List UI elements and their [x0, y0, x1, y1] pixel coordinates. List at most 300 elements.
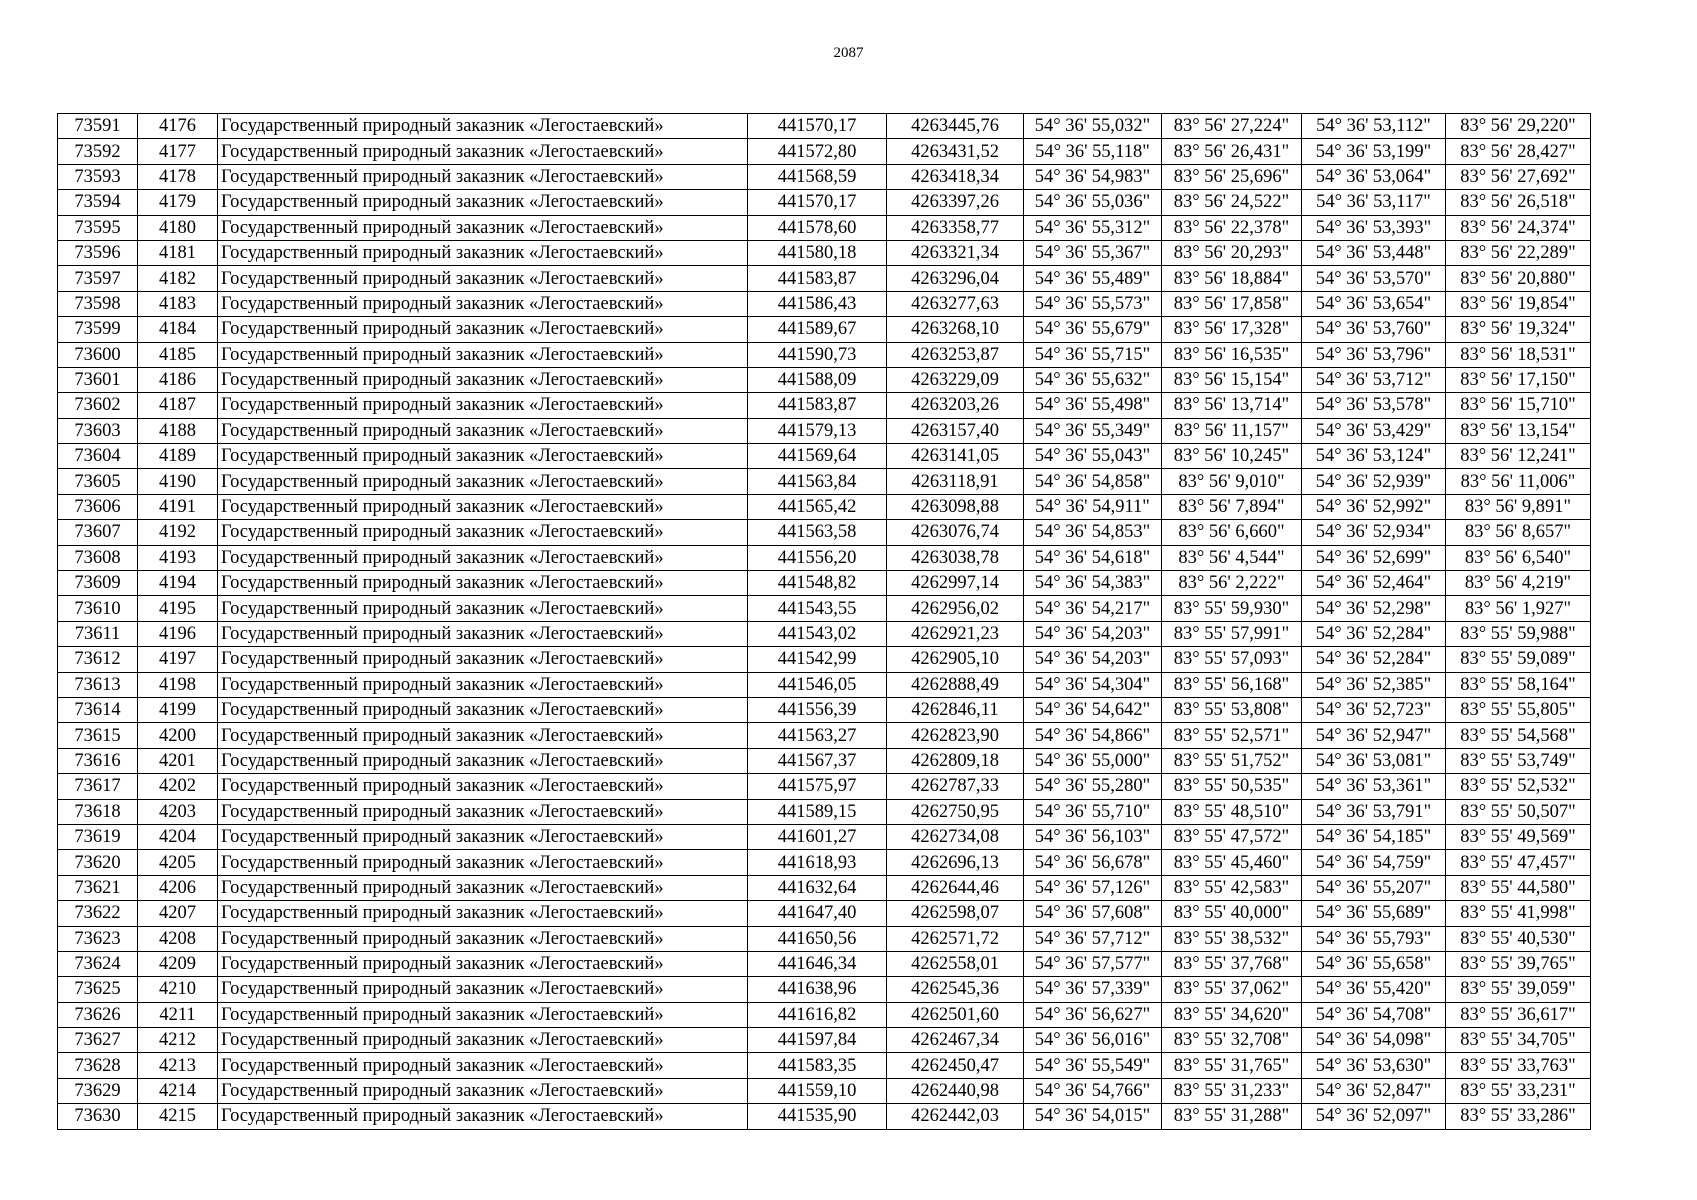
row-number-cell: 73596 — [58, 240, 138, 265]
point-number-cell: 4186 — [138, 367, 218, 392]
latitude-cell: 54° 36' 57,577" — [1024, 951, 1162, 976]
longitude-cell: 83° 56' 18,884" — [1162, 266, 1302, 291]
table-row — [58, 697, 1591, 722]
y-coordinate-cell: 4263397,26 — [887, 190, 1024, 215]
y-coordinate-cell: 4263076,74 — [887, 520, 1024, 545]
table-row — [58, 1078, 1591, 1103]
table-row — [58, 342, 1591, 367]
longitude-alt-cell: 83° 55' 44,580" — [1446, 875, 1591, 900]
longitude-cell: 83° 56' 26,431" — [1162, 139, 1302, 164]
longitude-alt-cell: 83° 56' 24,374" — [1446, 215, 1591, 240]
table-row — [58, 215, 1591, 240]
y-coordinate-cell: 4262905,10 — [887, 647, 1024, 672]
longitude-alt-cell: 83° 55' 33,763" — [1446, 1053, 1591, 1078]
latitude-alt-cell: 54° 36' 52,385" — [1302, 672, 1446, 697]
latitude-cell: 54° 36' 56,016" — [1024, 1028, 1162, 1053]
x-coordinate-cell: 441563,27 — [748, 723, 887, 748]
latitude-cell: 54° 36' 54,858" — [1024, 469, 1162, 494]
table-row — [58, 266, 1591, 291]
y-coordinate-cell: 4262467,34 — [887, 1028, 1024, 1053]
latitude-cell: 54° 36' 54,304" — [1024, 672, 1162, 697]
y-coordinate-cell: 4263141,05 — [887, 444, 1024, 469]
point-number-cell: 4207 — [138, 901, 218, 926]
longitude-alt-cell: 83° 55' 34,705" — [1446, 1028, 1591, 1053]
table-row — [58, 571, 1591, 596]
latitude-alt-cell: 54° 36' 53,654" — [1302, 291, 1446, 316]
longitude-cell: 83° 56' 24,522" — [1162, 190, 1302, 215]
latitude-alt-cell: 54° 36' 52,284" — [1302, 647, 1446, 672]
row-number-cell: 73605 — [58, 469, 138, 494]
longitude-alt-cell: 83° 55' 36,617" — [1446, 1002, 1591, 1027]
longitude-alt-cell: 83° 56' 22,289" — [1446, 240, 1591, 265]
point-number-cell: 4212 — [138, 1028, 218, 1053]
latitude-cell: 54° 36' 54,983" — [1024, 164, 1162, 189]
x-coordinate-cell: 441548,82 — [748, 571, 887, 596]
x-coordinate-cell: 441542,99 — [748, 647, 887, 672]
longitude-cell: 83° 56' 7,894" — [1162, 494, 1302, 519]
x-coordinate-cell: 441578,60 — [748, 215, 887, 240]
row-number-cell: 73617 — [58, 774, 138, 799]
name-cell: Государственный природный заказник «Легостаевский» — [218, 1104, 748, 1129]
y-coordinate-cell: 4263277,63 — [887, 291, 1024, 316]
row-number-cell: 73595 — [58, 215, 138, 240]
x-coordinate-cell: 441638,96 — [748, 977, 887, 1002]
row-number-cell: 73612 — [58, 647, 138, 672]
x-coordinate-cell: 441565,42 — [748, 494, 887, 519]
table-row — [58, 926, 1591, 951]
name-cell: Государственный природный заказник «Легостаевский» — [218, 1078, 748, 1103]
table-row — [58, 621, 1591, 646]
name-cell: Государственный природный заказник «Легостаевский» — [218, 697, 748, 722]
longitude-alt-cell: 83° 55' 54,568" — [1446, 723, 1591, 748]
longitude-alt-cell: 83° 56' 28,427" — [1446, 139, 1591, 164]
point-number-cell: 4191 — [138, 494, 218, 519]
y-coordinate-cell: 4262921,23 — [887, 621, 1024, 646]
latitude-cell: 54° 36' 54,383" — [1024, 571, 1162, 596]
point-number-cell: 4203 — [138, 799, 218, 824]
latitude-cell: 54° 36' 56,627" — [1024, 1002, 1162, 1027]
name-cell: Государственный природный заказник «Легостаевский» — [218, 342, 748, 367]
longitude-alt-cell: 83° 56' 17,150" — [1446, 367, 1591, 392]
point-number-cell: 4206 — [138, 875, 218, 900]
y-coordinate-cell: 4263203,26 — [887, 393, 1024, 418]
latitude-cell: 54° 36' 55,679" — [1024, 317, 1162, 342]
x-coordinate-cell: 441572,80 — [748, 139, 887, 164]
x-coordinate-cell: 441579,13 — [748, 418, 887, 443]
latitude-alt-cell: 54° 36' 52,464" — [1302, 571, 1446, 596]
latitude-alt-cell: 54° 36' 53,081" — [1302, 748, 1446, 773]
row-number-cell: 73619 — [58, 824, 138, 849]
longitude-cell: 83° 55' 48,510" — [1162, 799, 1302, 824]
longitude-alt-cell: 83° 56' 9,891" — [1446, 494, 1591, 519]
longitude-cell: 83° 56' 13,714" — [1162, 393, 1302, 418]
y-coordinate-cell: 4262696,13 — [887, 850, 1024, 875]
table-row — [58, 393, 1591, 418]
longitude-cell: 83° 55' 56,168" — [1162, 672, 1302, 697]
longitude-alt-cell: 83° 56' 19,854" — [1446, 291, 1591, 316]
latitude-alt-cell: 54° 36' 52,097" — [1302, 1104, 1446, 1129]
table-row — [58, 1002, 1591, 1027]
longitude-alt-cell: 83° 56' 13,154" — [1446, 418, 1591, 443]
name-cell: Государственный природный заказник «Легостаевский» — [218, 393, 748, 418]
longitude-alt-cell: 83° 56' 12,241" — [1446, 444, 1591, 469]
latitude-cell: 54° 36' 57,608" — [1024, 901, 1162, 926]
table-row — [58, 1028, 1591, 1053]
y-coordinate-cell: 4263445,76 — [887, 114, 1024, 139]
name-cell: Государственный природный заказник «Легостаевский» — [218, 596, 748, 621]
longitude-alt-cell: 83° 56' 8,657" — [1446, 520, 1591, 545]
row-number-cell: 73618 — [58, 799, 138, 824]
latitude-alt-cell: 54° 36' 52,699" — [1302, 545, 1446, 570]
latitude-alt-cell: 54° 36' 52,992" — [1302, 494, 1446, 519]
point-number-cell: 4187 — [138, 393, 218, 418]
latitude-cell: 54° 36' 55,036" — [1024, 190, 1162, 215]
x-coordinate-cell: 441650,56 — [748, 926, 887, 951]
y-coordinate-cell: 4262558,01 — [887, 951, 1024, 976]
row-number-cell: 73603 — [58, 418, 138, 443]
longitude-alt-cell: 83° 55' 39,059" — [1446, 977, 1591, 1002]
row-number-cell: 73601 — [58, 367, 138, 392]
latitude-alt-cell: 54° 36' 53,448" — [1302, 240, 1446, 265]
latitude-cell: 54° 36' 55,489" — [1024, 266, 1162, 291]
row-number-cell: 73611 — [58, 621, 138, 646]
row-number-cell: 73622 — [58, 901, 138, 926]
latitude-cell: 54° 36' 54,015" — [1024, 1104, 1162, 1129]
latitude-alt-cell: 54° 36' 53,117" — [1302, 190, 1446, 215]
latitude-alt-cell: 54° 36' 52,847" — [1302, 1078, 1446, 1103]
y-coordinate-cell: 4263038,78 — [887, 545, 1024, 570]
x-coordinate-cell: 441563,84 — [748, 469, 887, 494]
latitude-alt-cell: 54° 36' 53,393" — [1302, 215, 1446, 240]
x-coordinate-cell: 441575,97 — [748, 774, 887, 799]
row-number-cell: 73623 — [58, 926, 138, 951]
point-number-cell: 4183 — [138, 291, 218, 316]
name-cell: Государственный природный заказник «Легостаевский» — [218, 951, 748, 976]
x-coordinate-cell: 441589,67 — [748, 317, 887, 342]
latitude-alt-cell: 54° 36' 53,760" — [1302, 317, 1446, 342]
name-cell: Государственный природный заказник «Легостаевский» — [218, 901, 748, 926]
y-coordinate-cell: 4263296,04 — [887, 266, 1024, 291]
point-number-cell: 4195 — [138, 596, 218, 621]
y-coordinate-cell: 4262997,14 — [887, 571, 1024, 596]
longitude-cell: 83° 56' 6,660" — [1162, 520, 1302, 545]
x-coordinate-cell: 441601,27 — [748, 824, 887, 849]
longitude-cell: 83° 55' 45,460" — [1162, 850, 1302, 875]
latitude-alt-cell: 54° 36' 52,298" — [1302, 596, 1446, 621]
y-coordinate-cell: 4262956,02 — [887, 596, 1024, 621]
name-cell: Государственный природный заказник «Легостаевский» — [218, 266, 748, 291]
row-number-cell: 73614 — [58, 697, 138, 722]
point-number-cell: 4204 — [138, 824, 218, 849]
latitude-cell: 54° 36' 55,498" — [1024, 393, 1162, 418]
point-number-cell: 4205 — [138, 850, 218, 875]
x-coordinate-cell: 441616,82 — [748, 1002, 887, 1027]
longitude-cell: 83° 55' 47,572" — [1162, 824, 1302, 849]
y-coordinate-cell: 4262450,47 — [887, 1053, 1024, 1078]
point-number-cell: 4197 — [138, 647, 218, 672]
point-number-cell: 4211 — [138, 1002, 218, 1027]
latitude-cell: 54° 36' 54,217" — [1024, 596, 1162, 621]
longitude-alt-cell: 83° 55' 49,569" — [1446, 824, 1591, 849]
row-number-cell: 73593 — [58, 164, 138, 189]
point-number-cell: 4176 — [138, 114, 218, 139]
y-coordinate-cell: 4262501,60 — [887, 1002, 1024, 1027]
page-number: 2087 — [833, 45, 864, 61]
name-cell: Государственный природный заказник «Легостаевский» — [218, 774, 748, 799]
name-cell: Государственный природный заказник «Легостаевский» — [218, 164, 748, 189]
latitude-cell: 54° 36' 57,126" — [1024, 875, 1162, 900]
y-coordinate-cell: 4263157,40 — [887, 418, 1024, 443]
longitude-cell: 83° 55' 57,093" — [1162, 647, 1302, 672]
name-cell: Государственный природный заказник «Легостаевский» — [218, 494, 748, 519]
y-coordinate-cell: 4262598,07 — [887, 901, 1024, 926]
y-coordinate-cell: 4262442,03 — [887, 1104, 1024, 1129]
longitude-cell: 83° 56' 9,010" — [1162, 469, 1302, 494]
name-cell: Государственный природный заказник «Легостаевский» — [218, 215, 748, 240]
latitude-alt-cell: 54° 36' 52,947" — [1302, 723, 1446, 748]
latitude-alt-cell: 54° 36' 54,708" — [1302, 1002, 1446, 1027]
y-coordinate-cell: 4262787,33 — [887, 774, 1024, 799]
longitude-alt-cell: 83° 55' 39,765" — [1446, 951, 1591, 976]
longitude-alt-cell: 83° 56' 15,710" — [1446, 393, 1591, 418]
longitude-cell: 83° 56' 4,544" — [1162, 545, 1302, 570]
name-cell: Государственный природный заказник «Легостаевский» — [218, 545, 748, 570]
table-row — [58, 901, 1591, 926]
latitude-cell: 54° 36' 54,911" — [1024, 494, 1162, 519]
latitude-cell: 54° 36' 55,715" — [1024, 342, 1162, 367]
table-row — [58, 164, 1591, 189]
name-cell: Государственный природный заказник «Легостаевский» — [218, 748, 748, 773]
latitude-alt-cell: 54° 36' 53,124" — [1302, 444, 1446, 469]
table-row — [58, 317, 1591, 342]
table-row — [58, 647, 1591, 672]
longitude-cell: 83° 55' 50,535" — [1162, 774, 1302, 799]
row-number-cell: 73616 — [58, 748, 138, 773]
y-coordinate-cell: 4262888,49 — [887, 672, 1024, 697]
longitude-cell: 83° 56' 17,858" — [1162, 291, 1302, 316]
point-number-cell: 4209 — [138, 951, 218, 976]
point-number-cell: 4213 — [138, 1053, 218, 1078]
longitude-cell: 83° 55' 37,062" — [1162, 977, 1302, 1002]
x-coordinate-cell: 441586,43 — [748, 291, 887, 316]
latitude-alt-cell: 54° 36' 53,570" — [1302, 266, 1446, 291]
row-number-cell: 73626 — [58, 1002, 138, 1027]
table-row — [58, 977, 1591, 1002]
name-cell: Государственный природный заказник «Легостаевский» — [218, 114, 748, 139]
longitude-alt-cell: 83° 56' 11,006" — [1446, 469, 1591, 494]
longitude-alt-cell: 83° 56' 4,219" — [1446, 571, 1591, 596]
y-coordinate-cell: 4262823,90 — [887, 723, 1024, 748]
row-number-cell: 73599 — [58, 317, 138, 342]
latitude-alt-cell: 54° 36' 55,689" — [1302, 901, 1446, 926]
row-number-cell: 73610 — [58, 596, 138, 621]
latitude-alt-cell: 54° 36' 55,420" — [1302, 977, 1446, 1002]
table-row — [58, 139, 1591, 164]
latitude-cell: 54° 36' 55,710" — [1024, 799, 1162, 824]
y-coordinate-cell: 4263118,91 — [887, 469, 1024, 494]
point-number-cell: 4185 — [138, 342, 218, 367]
point-number-cell: 4194 — [138, 571, 218, 596]
longitude-alt-cell: 83° 56' 18,531" — [1446, 342, 1591, 367]
longitude-alt-cell: 83° 55' 53,749" — [1446, 748, 1591, 773]
table-row — [58, 291, 1591, 316]
name-cell: Государственный природный заказник «Легостаевский» — [218, 647, 748, 672]
table-row — [58, 418, 1591, 443]
latitude-cell: 54° 36' 55,349" — [1024, 418, 1162, 443]
latitude-alt-cell: 54° 36' 52,723" — [1302, 697, 1446, 722]
name-cell: Государственный природный заказник «Легостаевский» — [218, 367, 748, 392]
name-cell: Государственный природный заказник «Легостаевский» — [218, 240, 748, 265]
latitude-cell: 54° 36' 55,000" — [1024, 748, 1162, 773]
longitude-cell: 83° 56' 25,696" — [1162, 164, 1302, 189]
latitude-cell: 54° 36' 55,632" — [1024, 367, 1162, 392]
latitude-alt-cell: 54° 36' 54,185" — [1302, 824, 1446, 849]
table-row — [58, 824, 1591, 849]
latitude-cell: 54° 36' 54,203" — [1024, 647, 1162, 672]
latitude-alt-cell: 54° 36' 53,064" — [1302, 164, 1446, 189]
latitude-cell: 54° 36' 55,280" — [1024, 774, 1162, 799]
name-cell: Государственный природный заказник «Легостаевский» — [218, 926, 748, 951]
x-coordinate-cell: 441556,39 — [748, 697, 887, 722]
name-cell: Государственный природный заказник «Легостаевский» — [218, 520, 748, 545]
longitude-alt-cell: 83° 55' 33,231" — [1446, 1078, 1591, 1103]
point-number-cell: 4184 — [138, 317, 218, 342]
x-coordinate-cell: 441583,87 — [748, 266, 887, 291]
longitude-cell: 83° 55' 59,930" — [1162, 596, 1302, 621]
point-number-cell: 4180 — [138, 215, 218, 240]
name-cell: Государственный природный заказник «Легостаевский» — [218, 418, 748, 443]
table-row — [58, 494, 1591, 519]
row-number-cell: 73627 — [58, 1028, 138, 1053]
table-row — [58, 850, 1591, 875]
latitude-alt-cell: 54° 36' 53,791" — [1302, 799, 1446, 824]
row-number-cell: 73597 — [58, 266, 138, 291]
point-number-cell: 4214 — [138, 1078, 218, 1103]
x-coordinate-cell: 441646,34 — [748, 951, 887, 976]
latitude-alt-cell: 54° 36' 53,796" — [1302, 342, 1446, 367]
x-coordinate-cell: 441583,87 — [748, 393, 887, 418]
longitude-cell: 83° 56' 16,535" — [1162, 342, 1302, 367]
longitude-cell: 83° 56' 2,222" — [1162, 571, 1302, 596]
longitude-cell: 83° 55' 31,765" — [1162, 1053, 1302, 1078]
name-cell: Государственный природный заказник «Легостаевский» — [218, 824, 748, 849]
point-number-cell: 4192 — [138, 520, 218, 545]
longitude-alt-cell: 83° 55' 47,457" — [1446, 850, 1591, 875]
longitude-cell: 83° 55' 57,991" — [1162, 621, 1302, 646]
y-coordinate-cell: 4262846,11 — [887, 697, 1024, 722]
point-number-cell: 4178 — [138, 164, 218, 189]
row-number-cell: 73594 — [58, 190, 138, 215]
row-number-cell: 73625 — [58, 977, 138, 1002]
table-row — [58, 774, 1591, 799]
longitude-cell: 83° 56' 20,293" — [1162, 240, 1302, 265]
latitude-cell: 54° 36' 55,573" — [1024, 291, 1162, 316]
longitude-alt-cell: 83° 56' 20,880" — [1446, 266, 1591, 291]
name-cell: Государственный природный заказник «Легостаевский» — [218, 799, 748, 824]
table-row — [58, 596, 1591, 621]
longitude-alt-cell: 83° 56' 27,692" — [1446, 164, 1591, 189]
latitude-cell: 54° 36' 54,618" — [1024, 545, 1162, 570]
longitude-cell: 83° 55' 42,583" — [1162, 875, 1302, 900]
longitude-alt-cell: 83° 55' 52,532" — [1446, 774, 1591, 799]
row-number-cell: 73615 — [58, 723, 138, 748]
longitude-cell: 83° 55' 40,000" — [1162, 901, 1302, 926]
row-number-cell: 73604 — [58, 444, 138, 469]
table-row — [58, 367, 1591, 392]
table-row — [58, 469, 1591, 494]
row-number-cell: 73613 — [58, 672, 138, 697]
longitude-alt-cell: 83° 55' 59,988" — [1446, 621, 1591, 646]
longitude-cell: 83° 55' 31,288" — [1162, 1104, 1302, 1129]
x-coordinate-cell: 441590,73 — [748, 342, 887, 367]
latitude-cell: 54° 36' 55,043" — [1024, 444, 1162, 469]
point-number-cell: 4202 — [138, 774, 218, 799]
longitude-alt-cell: 83° 56' 1,927" — [1446, 596, 1591, 621]
longitude-cell: 83° 56' 27,224" — [1162, 114, 1302, 139]
longitude-alt-cell: 83° 55' 50,507" — [1446, 799, 1591, 824]
latitude-alt-cell: 54° 36' 55,207" — [1302, 875, 1446, 900]
point-number-cell: 4210 — [138, 977, 218, 1002]
longitude-alt-cell: 83° 55' 33,286" — [1446, 1104, 1591, 1129]
longitude-alt-cell: 83° 55' 55,805" — [1446, 697, 1591, 722]
point-number-cell: 4198 — [138, 672, 218, 697]
x-coordinate-cell: 441570,17 — [748, 190, 887, 215]
longitude-cell: 83° 56' 22,378" — [1162, 215, 1302, 240]
table-row — [58, 1104, 1591, 1129]
latitude-cell: 54° 36' 54,642" — [1024, 697, 1162, 722]
coordinates-table — [57, 113, 1591, 1130]
latitude-alt-cell: 54° 36' 53,361" — [1302, 774, 1446, 799]
point-number-cell: 4201 — [138, 748, 218, 773]
name-cell: Государственный природный заказник «Легостаевский» — [218, 444, 748, 469]
y-coordinate-cell: 4262734,08 — [887, 824, 1024, 849]
latitude-cell: 54° 36' 55,118" — [1024, 139, 1162, 164]
latitude-cell: 54° 36' 55,367" — [1024, 240, 1162, 265]
longitude-cell: 83° 55' 34,620" — [1162, 1002, 1302, 1027]
table-row — [58, 951, 1591, 976]
row-number-cell: 73628 — [58, 1053, 138, 1078]
longitude-alt-cell: 83° 55' 58,164" — [1446, 672, 1591, 697]
latitude-alt-cell: 54° 36' 53,630" — [1302, 1053, 1446, 1078]
x-coordinate-cell: 441632,64 — [748, 875, 887, 900]
longitude-alt-cell: 83° 55' 41,998" — [1446, 901, 1591, 926]
name-cell: Государственный природный заказник «Легостаевский» — [218, 621, 748, 646]
y-coordinate-cell: 4263253,87 — [887, 342, 1024, 367]
latitude-alt-cell: 54° 36' 53,429" — [1302, 418, 1446, 443]
latitude-alt-cell: 54° 36' 53,112" — [1302, 114, 1446, 139]
longitude-cell: 83° 55' 51,752" — [1162, 748, 1302, 773]
x-coordinate-cell: 441567,37 — [748, 748, 887, 773]
name-cell: Государственный природный заказник «Легостаевский» — [218, 977, 748, 1002]
row-number-cell: 73607 — [58, 520, 138, 545]
x-coordinate-cell: 441597,84 — [748, 1028, 887, 1053]
latitude-cell: 54° 36' 54,766" — [1024, 1078, 1162, 1103]
longitude-alt-cell: 83° 56' 29,220" — [1446, 114, 1591, 139]
point-number-cell: 4181 — [138, 240, 218, 265]
point-number-cell: 4182 — [138, 266, 218, 291]
point-number-cell: 4196 — [138, 621, 218, 646]
longitude-alt-cell: 83° 56' 6,540" — [1446, 545, 1591, 570]
table-row — [58, 114, 1591, 139]
row-number-cell: 73609 — [58, 571, 138, 596]
longitude-alt-cell: 83° 55' 59,089" — [1446, 647, 1591, 672]
latitude-cell: 54° 36' 55,032" — [1024, 114, 1162, 139]
table-row — [58, 520, 1591, 545]
point-number-cell: 4215 — [138, 1104, 218, 1129]
table-row — [58, 748, 1591, 773]
latitude-alt-cell: 54° 36' 52,939" — [1302, 469, 1446, 494]
x-coordinate-cell: 441568,59 — [748, 164, 887, 189]
